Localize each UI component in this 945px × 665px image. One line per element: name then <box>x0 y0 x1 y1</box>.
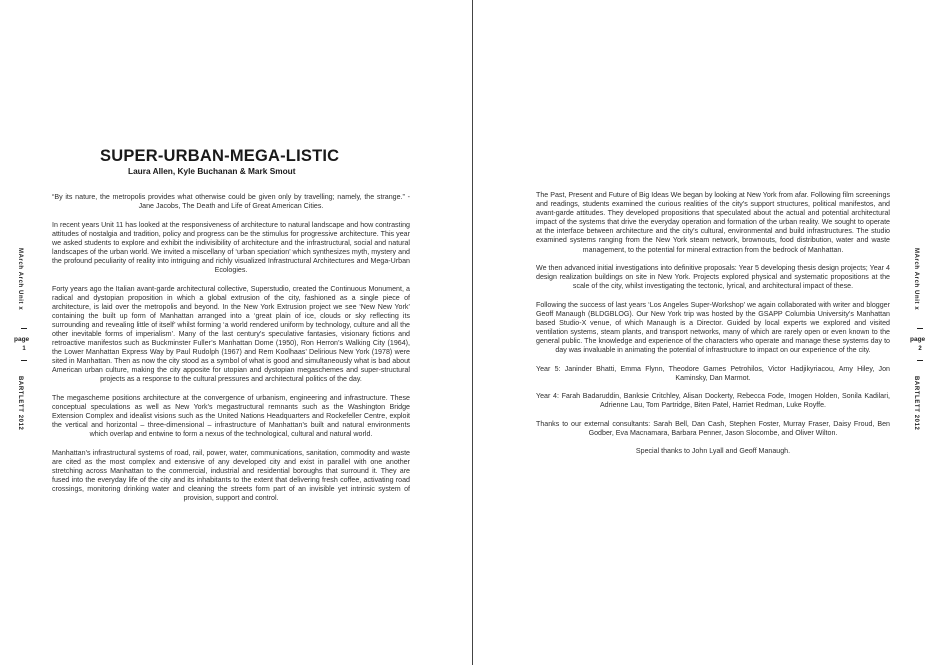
page-number: 2 <box>918 346 922 352</box>
right-body-text <box>536 191 890 466</box>
credits-paragraph: Special thanks to John Lyall and Geoff Manaugh. <box>635 447 791 456</box>
publisher-label: BARTLETT 2012 <box>913 376 919 431</box>
right-page <box>473 0 945 665</box>
article-authors: Laura Allen, Kyle Buchanan & Mark Smout <box>128 166 296 176</box>
separator-bar <box>21 360 27 361</box>
body-paragraph: In recent years Unit 11 has looked at the responsiveness of architecture to natural landscape and how contrasting attitudes of nostalgia and tradition, policy and progress can be the stimulus for progressive architecture. This year we asked students to explore and exhibit the indivisibility of architecture and the infrastructural, social and natural landscapes of the urban world. We invited a miscellany of ‘urban speciation’ which synthesizes myth, mystery and the profound peculiarity of reality into intriguing and richly visualized Infrastructural Architectures and Mega-Urban Ecologies. <box>52 220 410 275</box>
epigraph-paragraph: “By its nature, the metropolis provides what otherwise could be given only by travelling; namely, the strange.” - Jane Jacobs, The Death and Life of Great American Cities. <box>52 193 410 211</box>
separator-bar <box>917 328 923 329</box>
publisher-label: BARTLETT 2012 <box>17 376 23 431</box>
left-side-label <box>16 248 34 448</box>
credits-paragraph: Year 4: Farah Badaruddin, Banksie Critchley, Alisan Dockerty, Rebecca Fode, Imogen Holden, Sonila Kadilari, Adrienne Lau, Tom Partridge, Biten Patel, Harriet Redman, Luke Royffe. <box>536 392 890 410</box>
body-paragraph: Following the success of last years ‘Los Angeles Super-Workshop’ we again collaborated with writer and blogger Geoff Manaugh (BLDGBLOG). Our New York trip was hosted by the GSAPP Columbia University’s Manhattan based Studio-X venue, of which Manaugh is a Director. Guided by local experts we explored and visited ventilation systems, steam plants, and transport networks, many of which are rarely open or even known to the general public. The knowledge and experience of the characters who operate and manage these systems day to day was invaluable in animating the potential of infrastructure to impact on our experience of the city. <box>536 300 890 355</box>
separator-bar <box>917 360 923 361</box>
page-word: page <box>910 336 926 343</box>
unit-label: MArch Arch Unit x <box>17 248 23 311</box>
unit-label: MArch Arch Unit x <box>913 248 919 311</box>
separator-bar <box>21 328 27 329</box>
article-title: SUPER-URBAN-MEGA-LISTIC <box>100 147 340 165</box>
left-body-text <box>52 193 410 513</box>
page-number: 1 <box>22 346 26 352</box>
body-paragraph: Forty years ago the Italian avant-garde architectural collective, Superstudio, created the Continuous Monument, a radical and dystopian proposition in which a global extrusion of the city, fashioned as a single piece of architecture, is laid over the metropolis and beyond. In the New York Extrusion project we see ‘New New York’ containing the built up form of Manhattan arranged into a ‘great plain of ice, clouds or sky reflecting its surrounding and revealing little of itself’ whilst forming ‘a world rendered uniform by technology, culture and all the other inevitable forms of imperialism’. Many of the last century’s speculative fantasies, visionary fictions and retroactive manifestos such as Buckminster Fuller’s Manhattan Dome (1950), Ron Herron’s Walking City (1964), the Lower Manhattan Express Way by Paul Rudolph (1967) and Rem Koolhaas’ Delirious New York (1978) were sited in Manhattan. Then as now the city stood as a symbol of what is good and simultaneously what is bad about American urban culture, making the city apposite for utopian and dystopian megaschemes and super-structural projects as a response to the cultural pressures and architectural politics of the day. <box>52 284 410 384</box>
credits-paragraph: Thanks to our external consultants: Sarah Bell, Dan Cash, Stephen Foster, Murray Fraser, Daisy Froud, Ben Godber, Eva Macnamara, Barbara Penner, Jason Slocombe, and Oliver Wilton. <box>536 419 890 437</box>
body-paragraph: Manhattan’s infrastructural systems of road, rail, power, water, communications, sanitation, commodity and waste are cited as the most complex and extensive of any developed city and exist in parallel with one another stretching across Manhattan to the commercial, industrial and residential boroughs that surround it. They are fused into the everyday life of the city and its inhabitants to the extent that delivering fresh coffee, activating road crossings, monitoring drinking water and cleaning the streets form part of an invisible yet intrinsic system of provision, support and control. <box>52 448 410 503</box>
page-word: page <box>14 336 30 343</box>
body-paragraph: The megascheme positions architecture at the convergence of urbanism, engineering and infrastructure. These conceptual speculations as well as New York’s megastructural remnants such as the Washington Bridge Extension Complex and idealist visions such as the United Nations Headquarters and Rockefeller Centre, exploit the vertical and horizontal – three-dimensional – infrastructure of Manhattan’s built and natural environments which overlap and entwine to form a nexus of the technological, cultural and natural world. <box>52 393 410 439</box>
left-page <box>0 0 472 665</box>
credits-paragraph: Year 5: Janinder Bhatti, Emma Flynn, Theodore Games Petrohilos, Victor Hadjikyriacou, Amy Hiley, Jon Kaminsky, Dan Marmot. <box>536 364 890 382</box>
right-side-label <box>912 248 930 448</box>
body-paragraph: We then advanced initial investigations into definitive proposals: Year 5 developing thesis design projects; Year 4 design realization buildings on site in New York. Projects explored physical and systematic propositions at the scale of the city, whilst investigating the tectonic, lyrical, and architectural impact of these. <box>536 264 890 291</box>
body-paragraph: The Past, Present and Future of Big Ideas We began by looking at New York from afar. Following film screenings and readings, students examined the curious realities of the city’s support structures, political manifestos, and avant-garde attitudes. They developed propositions that speculated about the actual and potential architectural impact of the systems that drive the everyday operation and formation of the urban reality. We sought to operate at the interface between architecture and the city’s cultural, environmental and build infrastructures. The studio examined systems ranging from the New York steam network, brownouts, food distribution, water and waste management, to the potential for mineral extraction from the bedrock of Manhattan. <box>536 191 890 254</box>
